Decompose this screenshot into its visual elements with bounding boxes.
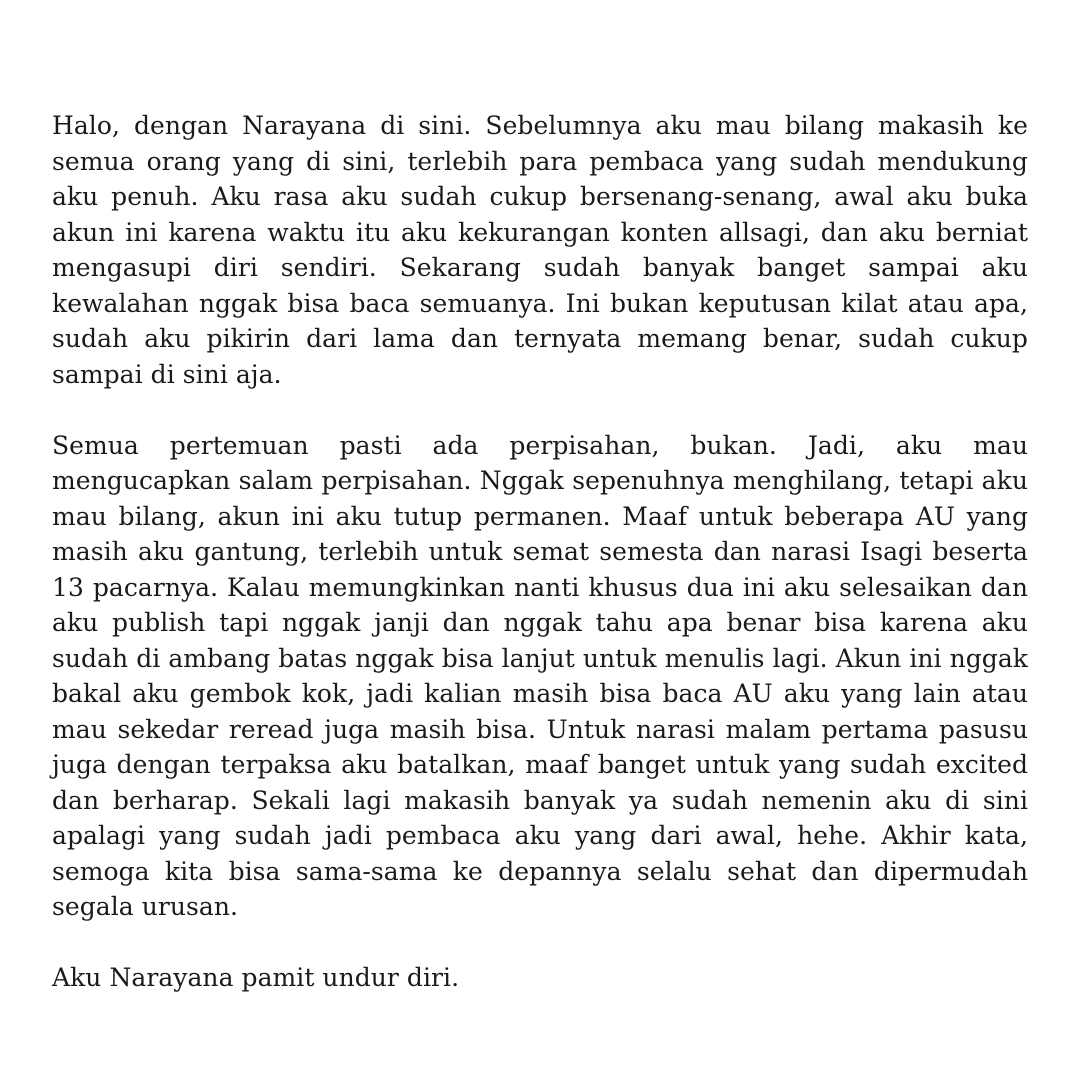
paragraph-opening: Halo, dengan Narayana di sini. Sebelumnya aku mau bilang makasih ke semua orang yang di sini, terlebih para pembaca yang sudah mendukung aku penuh. Aku rasa aku sudah cukup bersenang-senang, awal aku buka akun ini karena waktu itu aku kekurangan konten allsagi, dan aku berniat mengasupi diri sendiri. Sekarang sudah banyak banget sampai aku kewalahan nggak bisa baca semuanya. Ini bukan keputusan kilat atau apa, sudah aku pikirin dari lama dan ternyata memang benar, sudah cukup sampai di sini aja. [52,111,1028,389]
paragraph-farewell: Semua pertemuan pasti ada perpisahan, bukan. Jadi, aku mau mengucapkan salam perpisahan. Nggak sepenuhnya menghilang, tetapi aku mau bilang, akun ini aku tutup permanen. Maaf untuk beberapa AU yang masih aku gantung, terlebih untuk semat semesta dan narasi Isagi beserta 13 pacarnya. Kalau memungkinkan nanti khusus dua ini aku selesaikan dan aku publish tapi nggak janji dan nggak tahu apa benar bisa karena aku sudah di ambang batas nggak bisa lanjut untuk menulis lagi. Akun ini nggak bakal aku gembok kok, jadi kalian masih bisa baca AU aku yang lain atau mau sekedar reread juga masih bisa. Untuk narasi malam pertama pasusu juga dengan terpaksa aku batalkan, maaf banget untuk yang sudah excited dan berharap. Sekali lagi makasih banyak ya sudah nemenin aku di sini apalagi yang sudah jadi pembaca aku yang dari awal, hehe. Akhir kata, semoga kita bisa sama-sama ke depannya selalu sehat dan dipermudah segala urusan. [52,430,1028,921]
paragraph-closing: Aku Narayana pamit undur diri. [52,963,460,992]
farewell-letter [52,108,1028,996]
